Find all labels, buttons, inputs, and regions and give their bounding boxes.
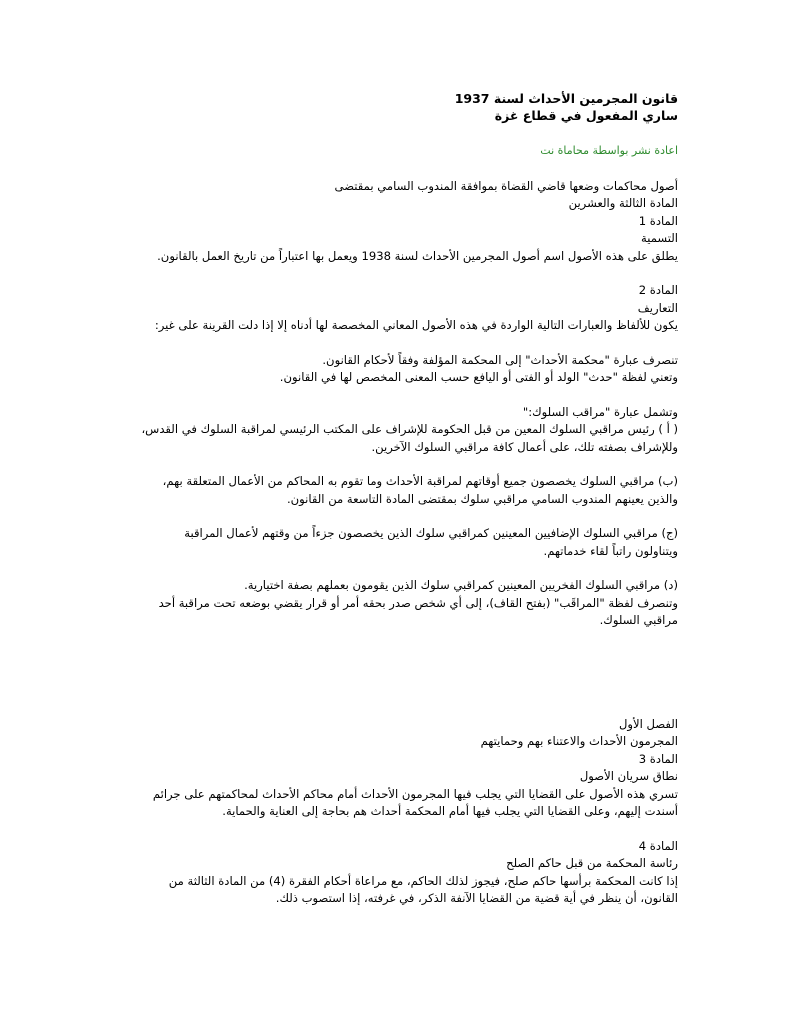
article-4-text: إذا كانت المحكمة برأسها حاكم صلح، فيجوز لذلك الحاكم، مع مراعاة أحكام الفقرة (4) من المادة الثالثة من القانون، أن ينظر في أية قضية من القضايا الآنفة الذكر، في غرفته، إذا استصوب ذلك.: [168, 873, 678, 905]
article-2-heading: التعاريف: [637, 300, 678, 315]
document-subtitle: ساري المفعول في قطاع غزة: [494, 108, 678, 123]
document-page: [140, 90, 678, 908]
article-4-number: المادة 4: [638, 838, 678, 853]
document-title: قانون المجرمين الأحداث لسنة 1937: [454, 91, 678, 106]
article-2-text: يكون للألفاظ والعبارات التالية الواردة في هذه الأصول المعاني المخصصة لها أدناه إلا إذا دلت القرينة على غير:: [154, 318, 678, 332]
article-3-heading: نطاق سريان الأصول: [579, 769, 678, 783]
republish-link[interactable]: اعادة نشر بواسطة محاماة نت: [540, 144, 678, 157]
chapter-1-heading: المجرمون الأحداث والاعتناء بهم وحمايتهم: [480, 734, 678, 748]
article-2-number: المادة 2: [638, 283, 678, 297]
article-1-heading: التسمية: [640, 231, 678, 245]
definition-item-d: (د) مراقبي السلوك الفخريين المعينين كمراقبي سلوك الذين يقومون بعملهم بصفة اختيارية.: [244, 578, 678, 592]
intro-text-2: المادة الثالثة والعشرين: [568, 196, 678, 210]
definition-item-c: (ج) مراقبي السلوك الإضافيين المعينين كمراقبي سلوك الذين يخصصون جزءاً من وقتهم لأعمال المراقبة ويتناولون راتباً لقاء خدماتهم.: [184, 526, 678, 558]
definition-juvenile: وتعني لفظة "حدث" الولد أو الفتى أو اليافع حسب المعنى المخصص لها في القانون.: [279, 370, 678, 384]
definition-probation-officer: وتشمل عبارة "مراقب السلوك:": [522, 404, 678, 419]
definition-item-b: (ب) مراقبي السلوك يخصصون جميع أوقاتهم لمراقبة الأحداث وما تقوم به المحاكم من الأعمال المتعلقة بهم، والذين يعينهم المندوب السامي مراقبي سلوك بمقتضى المادة التاسعة من القانون.: [162, 474, 678, 506]
intro-text: أصول محاكمات وضعها قاضي القضاة بموافقة المندوب السامي بمقتضى: [334, 178, 678, 193]
definition-item-a: ( أ ) رئيس مراقبي السلوك المعين من قبل الحكومة للإشراف على المكتب الرئيسي لمراقبة السلوك في القدس، وللإشراف بصفته تلك، على أعمال كافة مراقبي السلوك الآخرين.: [141, 422, 678, 454]
definition-court: تنصرف عبارة "محكمة الأحداث" إلى المحكمة المؤلفة وفقاً لأحكام القانون.: [322, 352, 678, 367]
article-3-text: تسري هذه الأصول على القضايا التي يجلب فيها المجرمون الأحداث أمام محاكم الأحداث لمحاكمتهم على جرائم أسندت إليهم، وعلى القضايا التي يجلب فيها أمام المحكمة أحداث هم بحاجة إلى العناية والحماية.: [152, 786, 678, 818]
article-1-text: يطلق على هذه الأصول اسم أصول المجرمين الأحداث لسنة 1938 ويعمل بها اعتباراً من تاريخ العمل بالقانون.: [157, 248, 678, 263]
definition-supervised: وتنصرف لفظة "المراقَب" (بفتح القاف)، إلى أي شخص صدر بحقه أمر أو قرار يقضي بوضعه تحت مراقبة أحد مراقبي السلوك.: [158, 595, 678, 627]
article-4-heading: رئاسة المحكمة من قبل حاكم الصلح: [506, 856, 678, 870]
chapter-1-title: الفصل الأول: [619, 716, 678, 731]
article-3-number: المادة 3: [638, 751, 678, 766]
article-1-number: المادة 1: [638, 213, 678, 228]
